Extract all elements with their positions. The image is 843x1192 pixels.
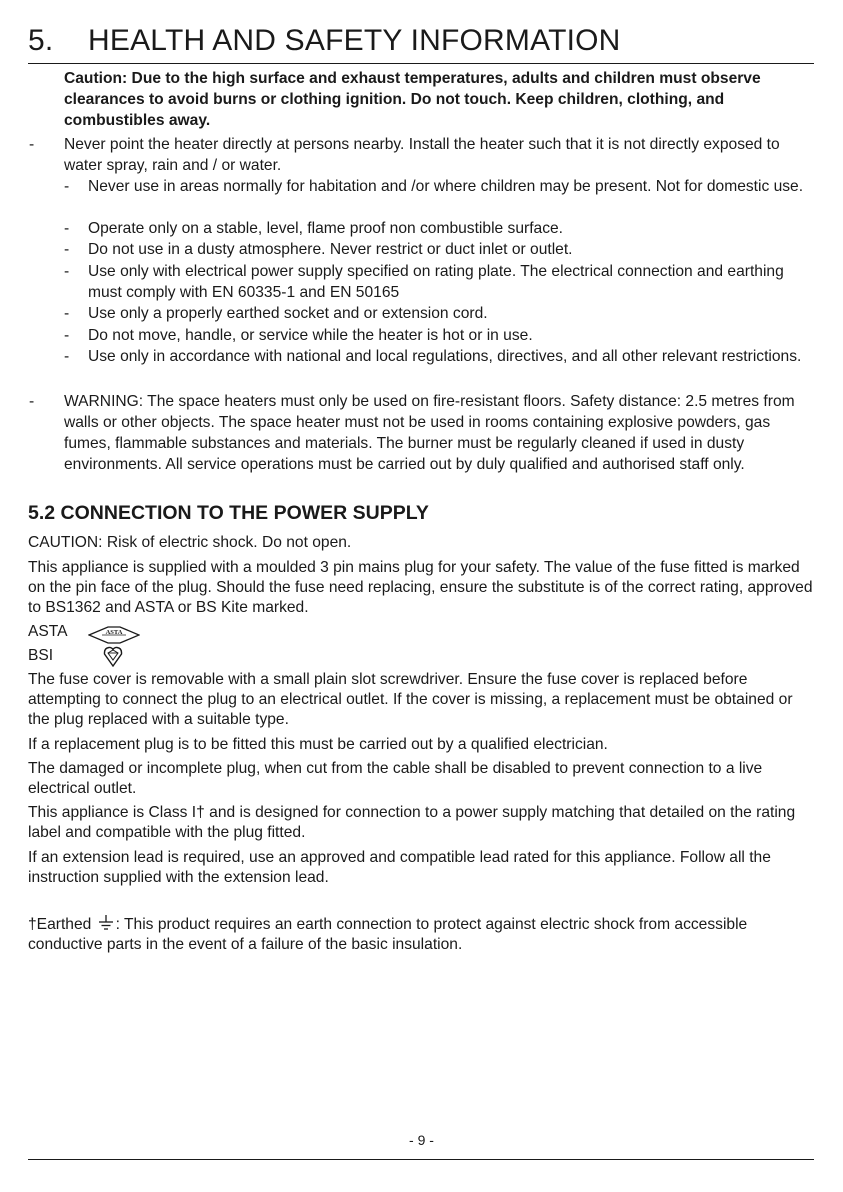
heading-number: 5. bbox=[28, 24, 54, 57]
asta-mark-icon bbox=[88, 625, 140, 645]
sub-bullet: - Do not move, handle, or service while the heater is hot or in use. bbox=[64, 325, 816, 346]
sub-bullet: - Never use in areas normally for habitation and /or where children may be present. Not for domestic use. bbox=[64, 176, 816, 197]
replacement-plug-paragraph: If a replacement plug is to be fitted this must be carried out by a qualified electrician. bbox=[28, 736, 608, 753]
sub-bullet-text: Use only a properly earthed socket and or extension cord. bbox=[88, 305, 488, 322]
asta-row bbox=[28, 622, 86, 642]
earthed-note bbox=[28, 914, 818, 955]
footer-rule bbox=[28, 1159, 814, 1160]
asta-logo-text: ASTA bbox=[105, 629, 123, 636]
sub-bullet: - Use only in accordance with national and local regulations, directives, and all other relevant restrictions. bbox=[64, 346, 816, 367]
sub-bullet: - Use only with electrical power supply specified on rating plate. The electrical connection and earthing must comply with EN 60335-1 and EN 50165 bbox=[64, 261, 816, 303]
earthed-text: : This product requires an earth connection to protect against electric shock from accessible conductive parts in the event of a failure of the basic insulation. bbox=[28, 916, 748, 953]
earth-ground-icon bbox=[98, 914, 114, 931]
asta-label: ASTA bbox=[28, 623, 68, 640]
bullet-warning: - WARNING: The space heaters must only be used on fire-resistant floors. Safety distance: 2.5 metres from walls or other objects. The space heater must not be used in rooms containing explosive powders, gas fumes, flammable substances and materials. The burner must be regularly cleaned if used in dusty environments. All service operations must be carried out by duly qualified and authorised staff only. bbox=[29, 391, 815, 475]
sub-bullet: - Use only a properly earthed socket and or extension cord. bbox=[64, 303, 816, 324]
class-note-paragraph: This appliance is Class I† and is designed for connection to a power supply matching that detailed on the rating label and compatible with the plug fitted. bbox=[28, 804, 796, 841]
sub-bullet-text: Operate only on a stable, level, flame proof non combustible surface. bbox=[88, 220, 564, 237]
bullet-text: Never point the heater directly at persons nearby. Install the heater such that it is not directly exposed to water spray, rain and / or water. bbox=[64, 136, 780, 174]
bsi-kitemark-icon bbox=[103, 645, 123, 667]
bsi-row bbox=[28, 646, 86, 666]
bullet-never-point bbox=[29, 134, 815, 176]
sub-bullet: - Operate only on a stable, level, flame proof non combustible surface. bbox=[64, 218, 816, 239]
page-heading bbox=[28, 24, 621, 58]
bullet-dash: - bbox=[29, 136, 35, 153]
bsi-label: BSI bbox=[28, 647, 54, 664]
fuse-cover-paragraph: The fuse cover is removable with a small plain slot screwdriver. Ensure the fuse cover is replaced before attempting to connect the plug to an electrical outlet. If the cover is missing, a replacement must be obtained or the plug replaced with a suitable type. bbox=[28, 671, 793, 728]
section-heading-power-supply: 5.2 CONNECTION TO THE POWER SUPPLY bbox=[28, 502, 429, 524]
sub-bullet: - Do not use in a dusty atmosphere. Never restrict or duct inlet or outlet. bbox=[64, 239, 816, 260]
earthed-prefix: †Earthed bbox=[28, 916, 92, 933]
sub-bullet-text: Never use in areas normally for habitation and /or where children may be present. Not for domestic use. bbox=[88, 178, 804, 195]
sub-bullet-text: Use only in accordance with national and local regulations, directives, and all other relevant restrictions. bbox=[88, 348, 802, 365]
extension-paragraph: If an extension lead is required, use an approved and compatible lead rated for this appliance. Follow all the instruction supplied with the extension lead. bbox=[28, 849, 771, 886]
page-number: - 9 - bbox=[409, 1132, 434, 1148]
sub-bullet-text: Use only with electrical power supply specified on rating plate. The electrical connection and earthing must comply with EN 60335-1 and EN 50165 bbox=[88, 263, 784, 301]
sub-bullet-text: Do not move, handle, or service while the heater is hot or in use. bbox=[88, 327, 533, 344]
caution-shock: CAUTION: Risk of electric shock. Do not open. bbox=[28, 534, 352, 551]
heading-title: HEALTH AND SAFETY INFORMATION bbox=[88, 24, 621, 57]
heading-rule bbox=[28, 63, 814, 64]
damaged-plug-paragraph: The damaged or incomplete plug, when cut from the cable shall be disabled to prevent connection to a live electrical outlet. bbox=[28, 760, 763, 797]
supplied-paragraph: This appliance is supplied with a moulded 3 pin mains plug for your safety. The value of the fuse fitted is marked on the pin face of the plug. Should the fuse need replacing, ensure the substitute is of the correct rating, approved to BS1362 and ASTA or BS Kite marked. bbox=[28, 559, 813, 616]
sub-bullet-text: Do not use in a dusty atmosphere. Never restrict or duct inlet or outlet. bbox=[88, 241, 573, 258]
warning-text: WARNING: The space heaters must only be used on fire-resistant floors. Safety distance: 2.5 metres from walls or other objects. The space heater must not be used in rooms containing explosive powders, gas fumes, flammable substances and materials. The burner must be regularly cleaned if used in dusty environments. All service operations must be carried out by duly qualified and authorised staff only. bbox=[64, 393, 795, 473]
caution-note: Caution: Due to the high surface and exhaust temperatures, adults and children must observe clearances to avoid burns or clothing ignition. Do not touch. Keep children, clothing, and combustibles away. bbox=[64, 70, 761, 129]
